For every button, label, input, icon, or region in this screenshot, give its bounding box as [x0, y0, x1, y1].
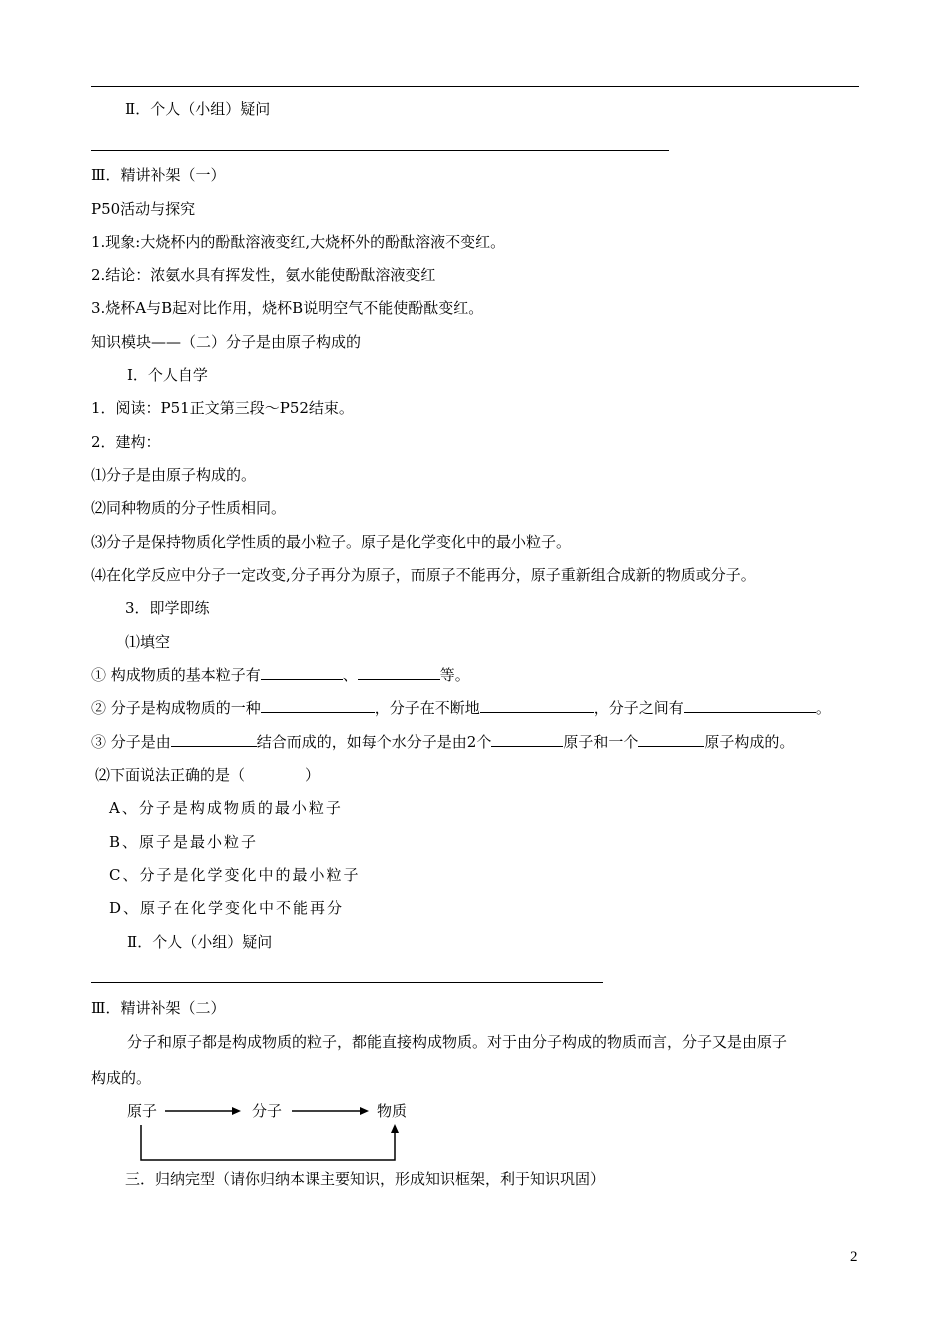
fill-question-1 — [91, 665, 470, 685]
fill-text: 原子构成的。 — [704, 733, 795, 751]
choice-question: ⑵下面说法正确的是（ ） — [95, 766, 321, 784]
fill-text: ② 分子是构成物质的一种 — [91, 699, 261, 717]
answer-line-2 — [91, 982, 603, 983]
fill-text: ，分子在不断地 — [374, 699, 480, 717]
activity-title: P50活动与探究 — [91, 200, 196, 218]
activity-item: 2.结论：浓氨水具有挥发性，氨水能使酚酞溶液变红 — [91, 266, 436, 284]
page-number: 2 — [850, 1249, 858, 1265]
module-title: 知识模块——（二）分子是由原子构成的 — [91, 333, 362, 351]
fill-question-3 — [91, 732, 794, 752]
fill-blank[interactable] — [171, 732, 257, 747]
diagram-atom: 原子 — [127, 1102, 158, 1120]
build-point: ⑷在化学反应中分子一定改变,分子再分为原子，而原子不能再分，原子重新组合成新的物质或分子。 — [91, 566, 756, 584]
explain-heading-2: Ⅲ．精讲补架（二） — [91, 999, 226, 1017]
question-heading-2: Ⅱ．个人（小组）疑问 — [127, 933, 273, 951]
self-study-heading: Ⅰ．个人自学 — [127, 366, 208, 384]
arrowhead — [360, 1107, 369, 1115]
activity-item: 3.烧杯A与B起对比作用，烧杯B说明空气不能使酚酞变红。 — [91, 299, 484, 317]
fill-blank[interactable] — [358, 665, 440, 680]
diagram-substance: 物质 — [377, 1102, 408, 1120]
fill-blank[interactable] — [480, 698, 594, 713]
answer-line-1 — [91, 150, 669, 151]
fill-blank[interactable] — [491, 732, 563, 747]
choice-option-b[interactable]: B、原子是最小粒子 — [109, 833, 259, 851]
fill-blank[interactable] — [261, 698, 375, 713]
diagram-molecule: 分子 — [252, 1102, 283, 1120]
fill-text: 等。 — [439, 666, 470, 684]
fill-text: 结合而成的，如每个水分子是由2个 — [256, 733, 492, 751]
arrow-atom-to-substance — [141, 1125, 395, 1160]
fill-text: ，分子之间有 — [593, 699, 684, 717]
explain-paragraph-line2: 构成的。 — [91, 1069, 152, 1087]
build-point: ⑴分子是由原子构成的。 — [91, 466, 257, 484]
arrowhead — [391, 1124, 399, 1133]
build-point: ⑵同种物质的分子性质相同。 — [91, 499, 287, 517]
build-heading: 2．建构： — [91, 433, 161, 451]
choice-option-c[interactable]: C、分子是化学变化中的最小粒子 — [109, 866, 361, 884]
fill-text: 。 — [815, 699, 831, 717]
practice-heading: 3．即学即练 — [125, 599, 210, 617]
fill-text: ① 构成物质的基本粒子有 — [91, 666, 261, 684]
fill-blank[interactable] — [638, 732, 704, 747]
choice-option-a[interactable]: A、分子是构成物质的最小粒子 — [109, 799, 343, 817]
top-rule — [91, 86, 859, 87]
choice-option-d[interactable]: D、原子在化学变化中不能再分 — [109, 899, 345, 917]
explain-heading-1: Ⅲ．精讲补架（一） — [91, 166, 226, 184]
fill-blank[interactable] — [261, 665, 343, 680]
fill-question-2 — [91, 698, 831, 718]
fill-blank[interactable] — [684, 698, 816, 713]
fill-title: ⑴填空 — [125, 633, 171, 651]
build-point: ⑶分子是保持物质化学性质的最小粒子。原子是化学变化中的最小粒子。 — [91, 533, 572, 551]
reading-instruction: 1．阅读：P51正文第三段～P52结束。 — [91, 399, 354, 417]
question-heading-1: Ⅱ．个人（小组）疑问 — [125, 100, 271, 118]
arrowhead — [232, 1107, 241, 1115]
fill-text: 原子和一个 — [563, 733, 639, 751]
fill-text: ③ 分子是由 — [91, 733, 171, 751]
activity-item: 1.现象:大烧杯内的酚酞溶液变红,大烧杯外的酚酞溶液不变红。 — [91, 233, 506, 251]
fill-text: 、 — [342, 666, 358, 684]
summary-heading: 三．归纳完型（请你归纳本课主要知识，形成知识框架，利于知识巩固） — [125, 1170, 606, 1188]
explain-paragraph-line1: 分子和原子都是构成物质的粒子，都能直接构成物质。对于由分子构成的物质而言，分子又是由原子 — [127, 1033, 788, 1051]
